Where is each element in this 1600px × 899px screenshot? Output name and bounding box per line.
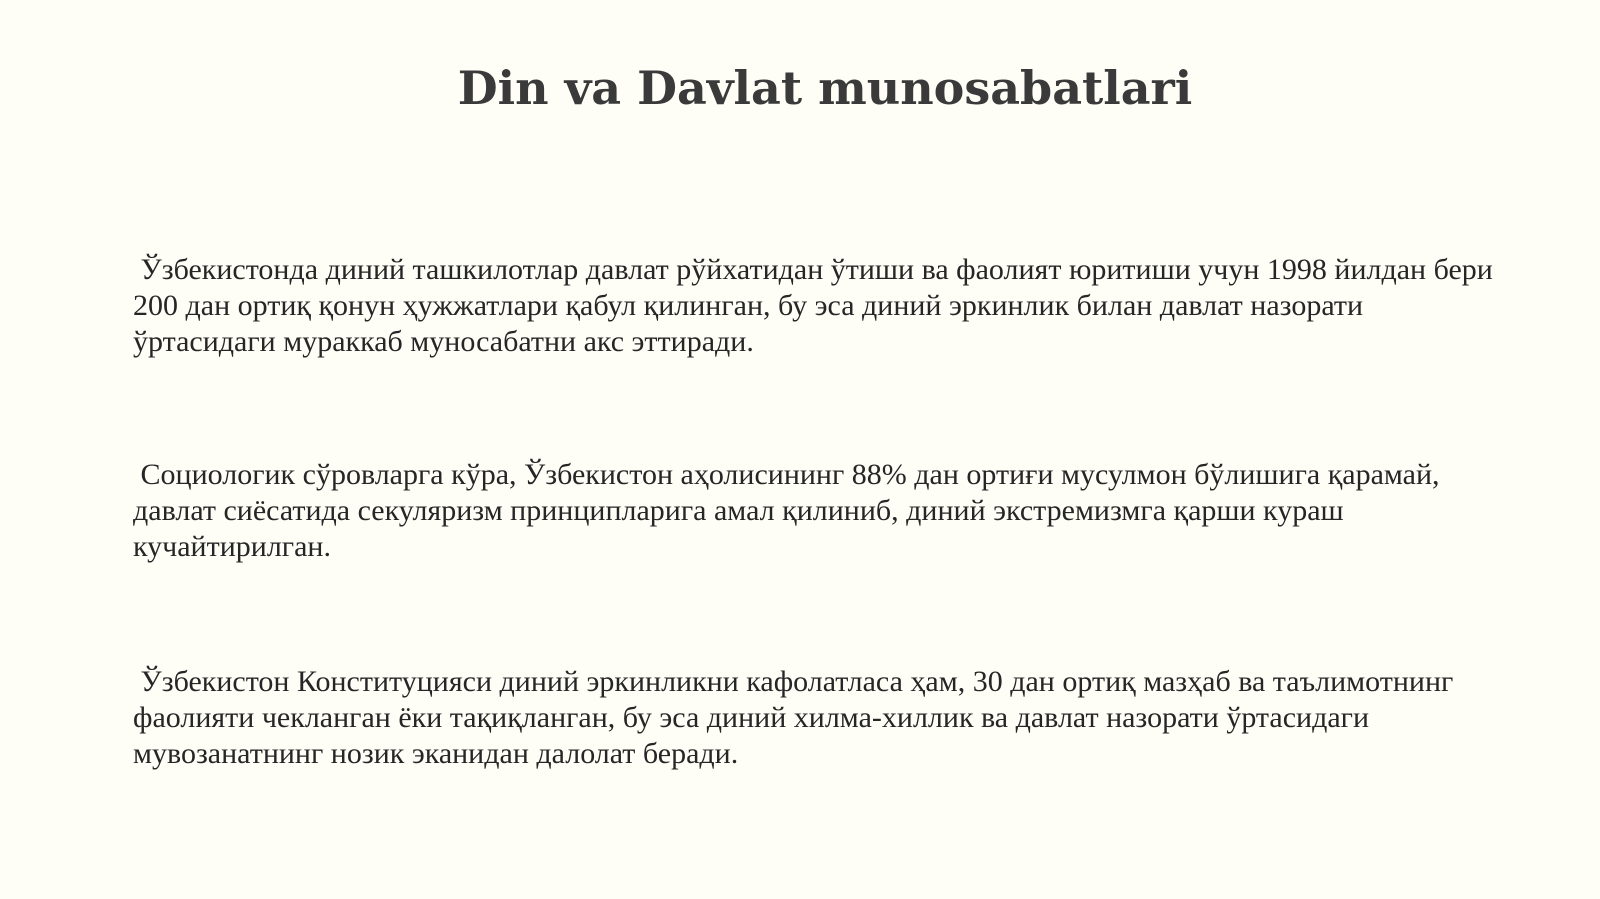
slide-title: Din va Davlat munosabatlari [457,61,1193,115]
paragraph-3: Ўзбекистон Конституцияси диний эркинликни кафолатласа ҳам, 30 дан ортиқ мазҳаб ва таълимотнинг фаолияти чекланган ёки тақиқланган, бу эса диний хилма-хиллик ва давлат назорати ўртасидаги мувозанатнинг нозик эканидан далолат беради. [133,665,1461,770]
paragraph-2: Социологик сўровларга кўра, Ўзбекистон аҳолисининг 88% дан ортиғи мусулмон бўлишига қарамай, давлат сиёсатида секуляризм принципларига амал қилиниб, диний экстремизмга қарши кураш кучайтирилган. [133,458,1448,563]
paragraph-1: Ўзбекистонда диний ташкилотлар давлат рўйхатидан ўтиши ва фаолият юритиши учун 1998 йилдан бери 200 дан ортиқ қонун ҳужжатлари қабул қилинган, бу эса диний эркинлик билан давлат назорати ўртасидаги мураккаб муносабатни акс эттиради. [133,253,1501,358]
